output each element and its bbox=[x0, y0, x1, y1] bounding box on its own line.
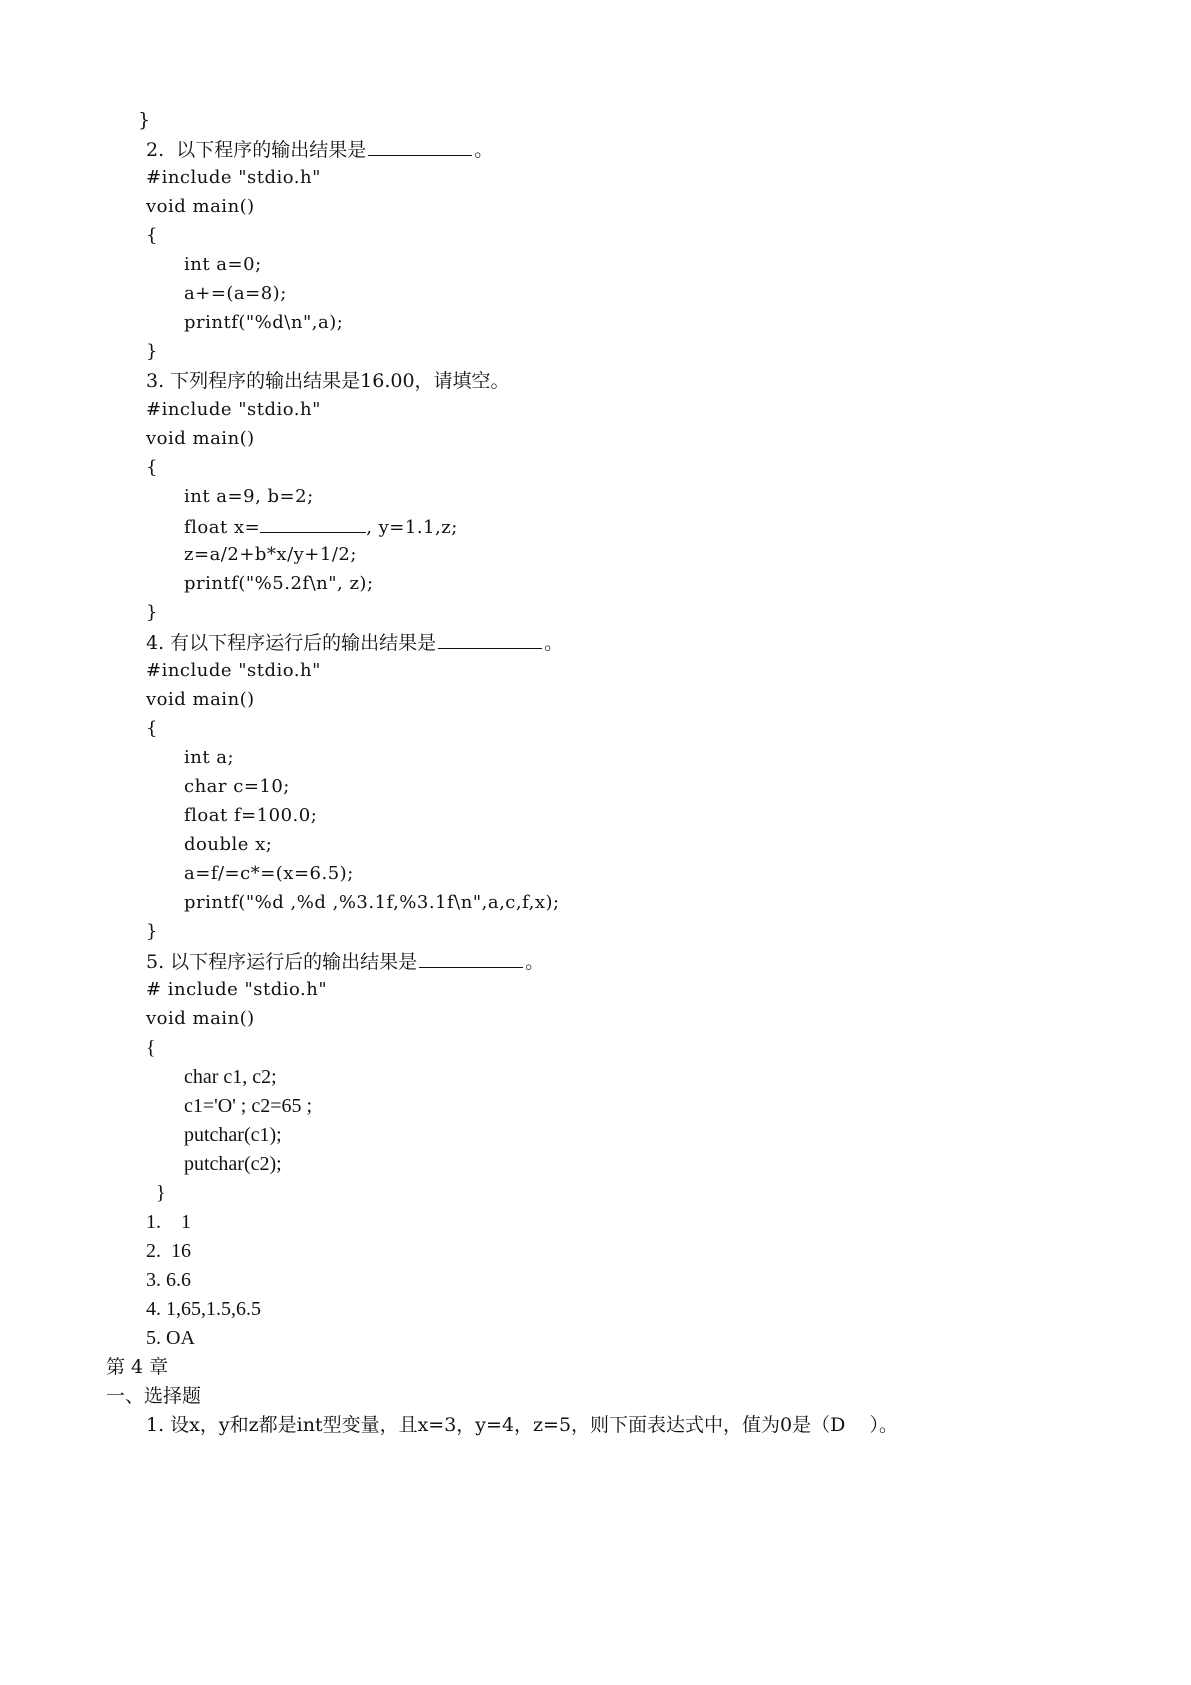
code-line: } bbox=[146, 341, 158, 362]
code-line: a+=(a=8); bbox=[184, 283, 287, 304]
chapter-4-question-1: 1. 设x，y和z都是int型变量，且x=3，y=4，z=5，则下面表达式中，值为0是（D ）。 bbox=[146, 1414, 899, 1436]
answer-blank bbox=[419, 947, 523, 968]
answer-5: 5. OA bbox=[146, 1327, 195, 1349]
code-fragment: float x= bbox=[184, 517, 261, 538]
closing-brace: } bbox=[138, 109, 151, 131]
question-5-text: 5. 以下程序运行后的输出结果是 bbox=[146, 951, 418, 973]
code-line: #include "stdio.h" bbox=[146, 660, 321, 681]
code-line: } bbox=[146, 602, 158, 623]
section-heading: 一、选择题 bbox=[106, 1385, 202, 1407]
code-line: int a; bbox=[184, 747, 235, 768]
code-line: { bbox=[146, 457, 158, 478]
answer-4: 4. 1,65,1.5,6.5 bbox=[146, 1298, 261, 1320]
question-3-title: 3. 下列程序的输出结果是16.00，请填空。 bbox=[146, 370, 510, 392]
code-line: } bbox=[146, 921, 158, 942]
code-line: printf("%d ,%d ,%3.1f,%3.1f\n",a,c,f,x); bbox=[184, 892, 560, 913]
answer-blank bbox=[260, 512, 366, 533]
answer-blank bbox=[438, 628, 542, 649]
code-line: c1='O' ; c2=65 ; bbox=[184, 1095, 313, 1117]
code-line: printf("%d\n",a); bbox=[184, 312, 344, 333]
question-2-period: 。 bbox=[474, 139, 494, 161]
code-line: float f=100.0; bbox=[184, 805, 318, 826]
answer-1: 1. 1 bbox=[146, 1211, 191, 1233]
code-line: } bbox=[156, 1182, 166, 1204]
code-line: char c1, c2; bbox=[184, 1066, 277, 1088]
question-2-text: 2. 以下程序的输出结果是 bbox=[146, 139, 367, 161]
code-line: void main() bbox=[146, 428, 255, 449]
answer-blank bbox=[368, 135, 472, 156]
question-5-period: 。 bbox=[525, 951, 545, 973]
code-line: putchar(c1); bbox=[184, 1124, 282, 1146]
code-line: int a=0; bbox=[184, 254, 262, 275]
chapter-heading: 第 4 章 bbox=[106, 1356, 169, 1378]
code-line: void main() bbox=[146, 196, 255, 217]
code-line: char c=10; bbox=[184, 776, 290, 797]
code-fragment: , y=1.1,z; bbox=[366, 517, 458, 538]
code-line: putchar(c2); bbox=[184, 1153, 282, 1175]
code-line: { bbox=[146, 225, 158, 246]
question-4-title bbox=[146, 628, 563, 656]
question-4-text: 4. 有以下程序运行后的输出结果是 bbox=[146, 632, 437, 654]
code-line: printf("%5.2f\n", z); bbox=[184, 573, 374, 594]
question-2-title bbox=[146, 135, 493, 163]
code-line: { bbox=[146, 718, 158, 739]
code-line: int a=9, b=2; bbox=[184, 486, 314, 507]
code-line: #include "stdio.h" bbox=[146, 399, 321, 420]
code-line: void main() bbox=[146, 1008, 255, 1029]
code-line: # include "stdio.h" bbox=[146, 979, 328, 1000]
code-line: #include "stdio.h" bbox=[146, 167, 321, 188]
code-line: z=a/2+b*x/y+1/2; bbox=[184, 544, 357, 565]
question-4-period: 。 bbox=[544, 632, 564, 654]
code-line: double x; bbox=[184, 834, 273, 855]
question-5-title bbox=[146, 947, 544, 975]
code-line: { bbox=[146, 1037, 156, 1059]
code-line: a=f/=c*=(x=6.5); bbox=[184, 863, 354, 884]
code-line bbox=[184, 512, 458, 540]
answer-2: 2. 16 bbox=[146, 1240, 191, 1262]
code-line: void main() bbox=[146, 689, 255, 710]
answer-3: 3. 6.6 bbox=[146, 1269, 191, 1291]
